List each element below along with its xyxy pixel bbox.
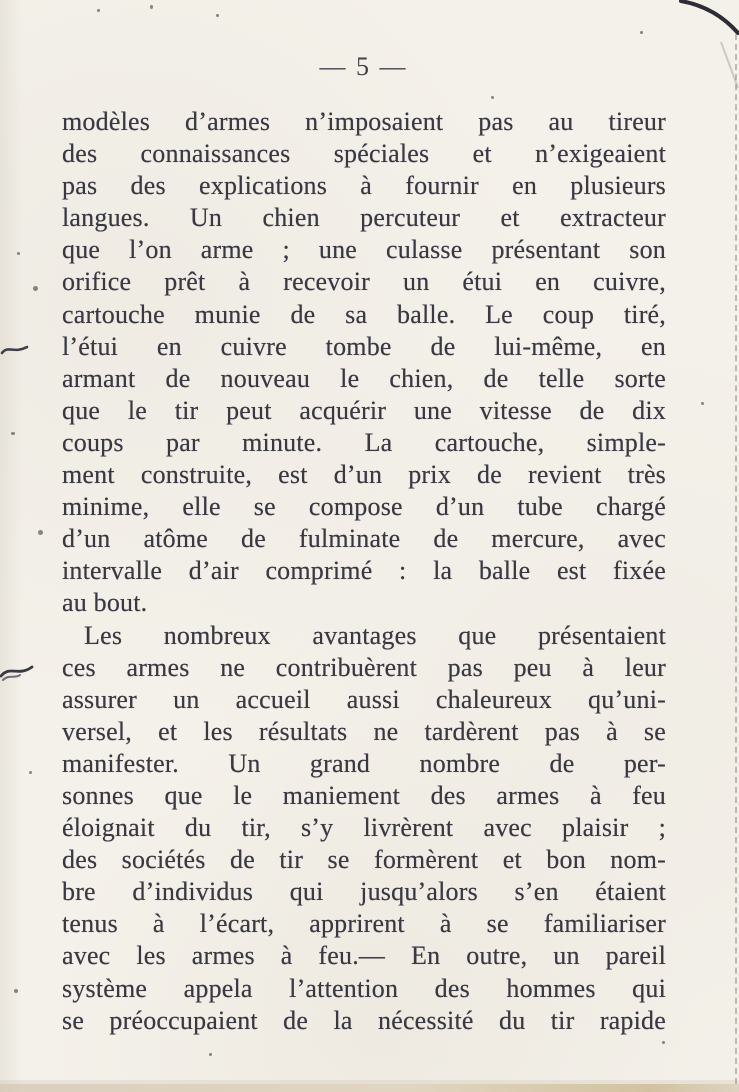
- text-line: ment construite, est d’un prix de revient très: [62, 460, 666, 490]
- scan-edge-line: [735, 34, 737, 1084]
- text-line: bre d’individus qui jusqu’alors s’en étaient: [62, 877, 666, 907]
- scan-speck: [11, 432, 15, 435]
- scan-speck: [491, 96, 494, 99]
- text-line: cartouche munie de sa balle. Le coup tiré,: [62, 299, 666, 329]
- text-line: que l’on arme ; une culasse présentant son: [62, 235, 666, 265]
- ink-dot-mark: [33, 286, 38, 291]
- text-line: assurer un accueil aussi chaleureux qu’uni-: [62, 684, 666, 714]
- text-line: des connaissances spéciales et n’exigeaient: [62, 139, 666, 169]
- scan-speck: [97, 9, 100, 12]
- next-page-edge: [0, 1084, 739, 1092]
- scan-speck: [216, 14, 219, 17]
- scan-speck: [662, 1041, 665, 1044]
- text-line: avec les armes à feu.— En outre, un pareil: [62, 941, 666, 971]
- scan-speck: [701, 402, 704, 405]
- text-line: se préoccupaient de la nécessité du tir rapide: [62, 1005, 666, 1035]
- scan-speck: [640, 31, 643, 34]
- scan-speck: [209, 1053, 212, 1056]
- text-line: armant de nouveau le chien, de telle sorte: [62, 363, 666, 393]
- text-line: langues. Un chien percuteur et extracteur: [62, 203, 666, 233]
- text-lines: [62, 106, 666, 1037]
- text-line: au bout.: [62, 588, 148, 618]
- text-line: ces armes ne contribuèrent pas peu à leur: [62, 652, 666, 682]
- text-line: pas des explications à fournir en plusieurs: [62, 171, 666, 201]
- text-line: modèles d’armes n’imposaient pas au tireur: [62, 107, 666, 136]
- text-line: l’étui en cuivre tombe de lui-même, en: [62, 331, 666, 361]
- text-line: tenus à l’écart, apprirent à se familiariser: [62, 909, 666, 939]
- ink-dot-mark: [38, 530, 43, 535]
- scan-speck: [150, 5, 153, 9]
- text-line: des sociétés de tir se formèrent et bon nom-: [62, 845, 666, 875]
- text-line: intervalle d’air comprimé : la balle est fixée: [62, 556, 666, 586]
- text-line: versel, et les résultats ne tardèrent pas à se: [62, 716, 666, 746]
- text-line: Les nombreux avantages que présentaient: [84, 620, 666, 650]
- page-curl-mark: [619, 0, 739, 100]
- scan-left-edge-shade: [0, 0, 22, 1092]
- text-line: coups par minute. La cartouche, simple-: [62, 427, 666, 457]
- text-line: manifester. Un grand nombre de per-: [62, 748, 666, 778]
- scan-speck: [17, 252, 20, 255]
- text-line: orifice prêt à recevoir un étui en cuivre,: [62, 267, 666, 297]
- text-line: éloignait du tir, s’y livrèrent avec plaisir ;: [62, 813, 666, 843]
- text-line: d’un atôme de fulminate de mercure, avec: [62, 524, 666, 554]
- scan-speck: [29, 771, 32, 774]
- scan-speck: [14, 989, 18, 993]
- text-line: sonnes que le maniement des armes à feu: [62, 780, 666, 810]
- page-number: — 5 —: [319, 52, 408, 81]
- text-line: que le tir peut acquérir une vitesse de dix: [62, 395, 666, 425]
- text-line: système appela l’attention des hommes qui: [62, 973, 666, 1003]
- text-line: minime, elle se compose d’un tube chargé: [62, 492, 666, 522]
